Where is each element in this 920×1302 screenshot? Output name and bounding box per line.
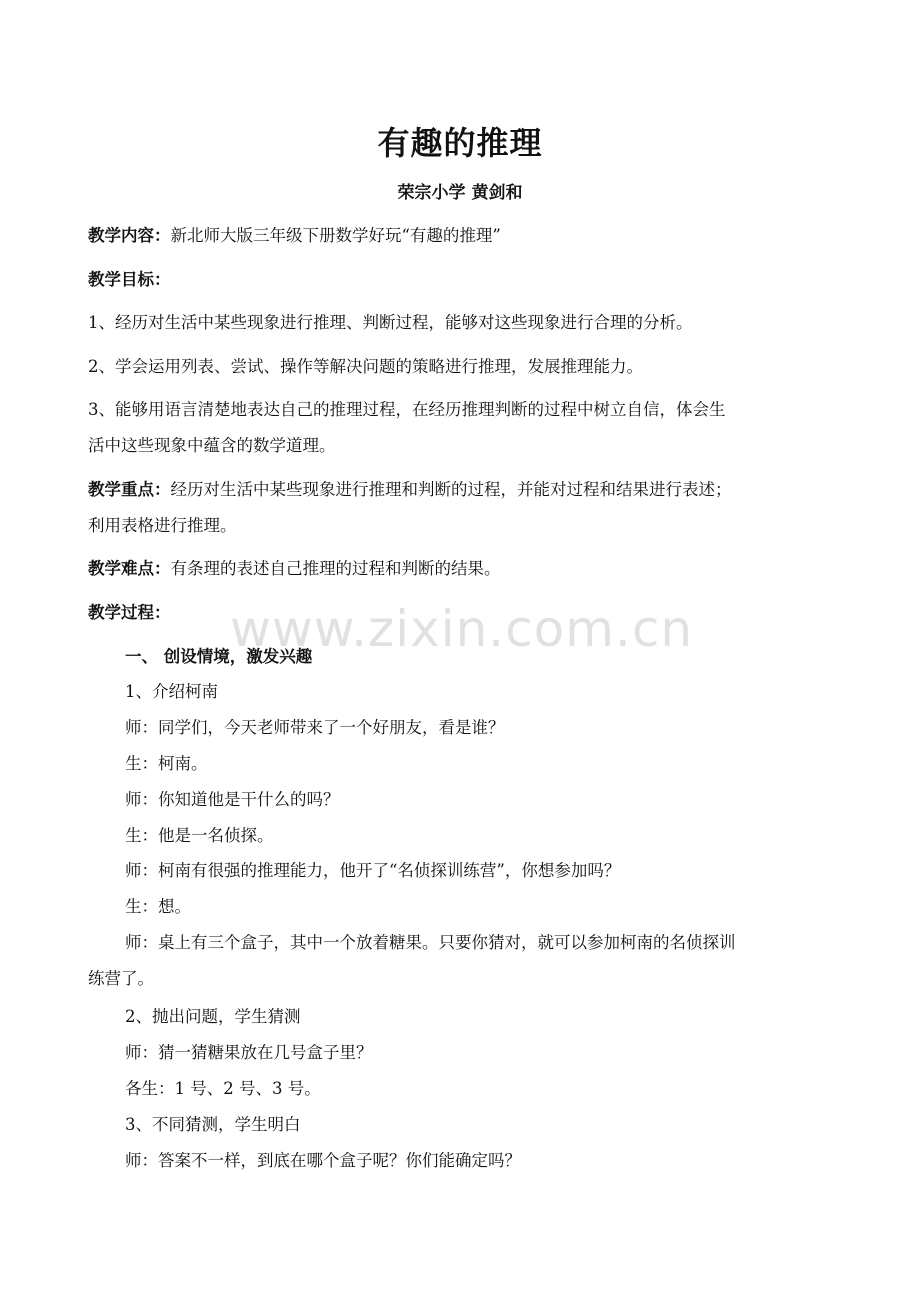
process-line: 生：想。 xyxy=(125,897,191,916)
process-heading: 教学过程： xyxy=(88,603,171,622)
content-label: 教学内容： xyxy=(88,226,171,245)
objective-item: 活中这些现象中蕴含的数学道理。 xyxy=(88,436,336,455)
difficulties-text: 有条理的表述自己推理的过程和判断的结果。 xyxy=(170,559,501,578)
content-text: 新北师大版三年级下册数学好玩“有趣的推理” xyxy=(170,226,501,245)
document-title: 有趣的推理 xyxy=(377,124,543,162)
process-line: 生：他是一名侦探。 xyxy=(125,826,274,845)
process-line: 师：你知道他是干什么的吗？ xyxy=(125,790,340,809)
process-line: 师：猜一猜糖果放在几号盒子里？ xyxy=(125,1043,373,1062)
process-line: 师：柯南有很强的推理能力，他开了“名侦探训练营”，你想参加吗？ xyxy=(125,861,621,880)
process-line: 师：答案不一样，到底在哪个盒子呢？你们能确定吗？ xyxy=(125,1151,521,1170)
key-points-paragraph xyxy=(88,472,822,508)
objective-item: 1、经历对生活中某些现象进行推理、判断过程，能够对这些现象进行合理的分析。 xyxy=(88,313,693,332)
difficulties-label: 教学难点： xyxy=(88,559,171,578)
process-line: 生：柯南。 xyxy=(125,754,208,773)
process-line: 师：桌上有三个盒子，其中一个放着糖果。只要你猜对，就可以参加柯南的名侦探训 xyxy=(125,933,736,952)
key-points-text: 经历对生活中某些现象进行推理和判断的过程，并能对过程和结果进行表述； xyxy=(170,480,732,499)
objective-item: 2、学会运用列表、尝试、操作等解决问题的策略进行推理，发展推理能力。 xyxy=(88,357,643,376)
process-line: 师：同学们，今天老师带来了一个好朋友，看是谁？ xyxy=(125,718,505,737)
section-heading: 一、 创设情境，激发兴趣 xyxy=(125,647,313,666)
content-paragraph xyxy=(88,218,822,254)
author-line: 荣宗小学 黄剑和 xyxy=(397,183,523,203)
key-points-label: 教学重点： xyxy=(88,480,171,499)
difficulties-paragraph xyxy=(88,551,822,587)
process-line: 各生：1 号、2 号、3 号。 xyxy=(125,1079,321,1098)
key-points-continued: 利用表格进行推理。 xyxy=(88,516,237,535)
process-line: 练营了。 xyxy=(88,969,154,988)
process-line: 1、介绍柯南 xyxy=(125,682,218,701)
process-line: 3、不同猜测，学生明白 xyxy=(125,1115,301,1134)
watermark: www.zixin.com.cn xyxy=(230,600,694,658)
objective-item: 3、能够用语言清楚地表达自己的推理过程，在经历推理判断的过程中树立自信，体会生 xyxy=(88,400,726,419)
process-line: 2、抛出问题，学生猜测 xyxy=(125,1007,301,1026)
objectives-heading: 教学目标： xyxy=(88,270,171,289)
